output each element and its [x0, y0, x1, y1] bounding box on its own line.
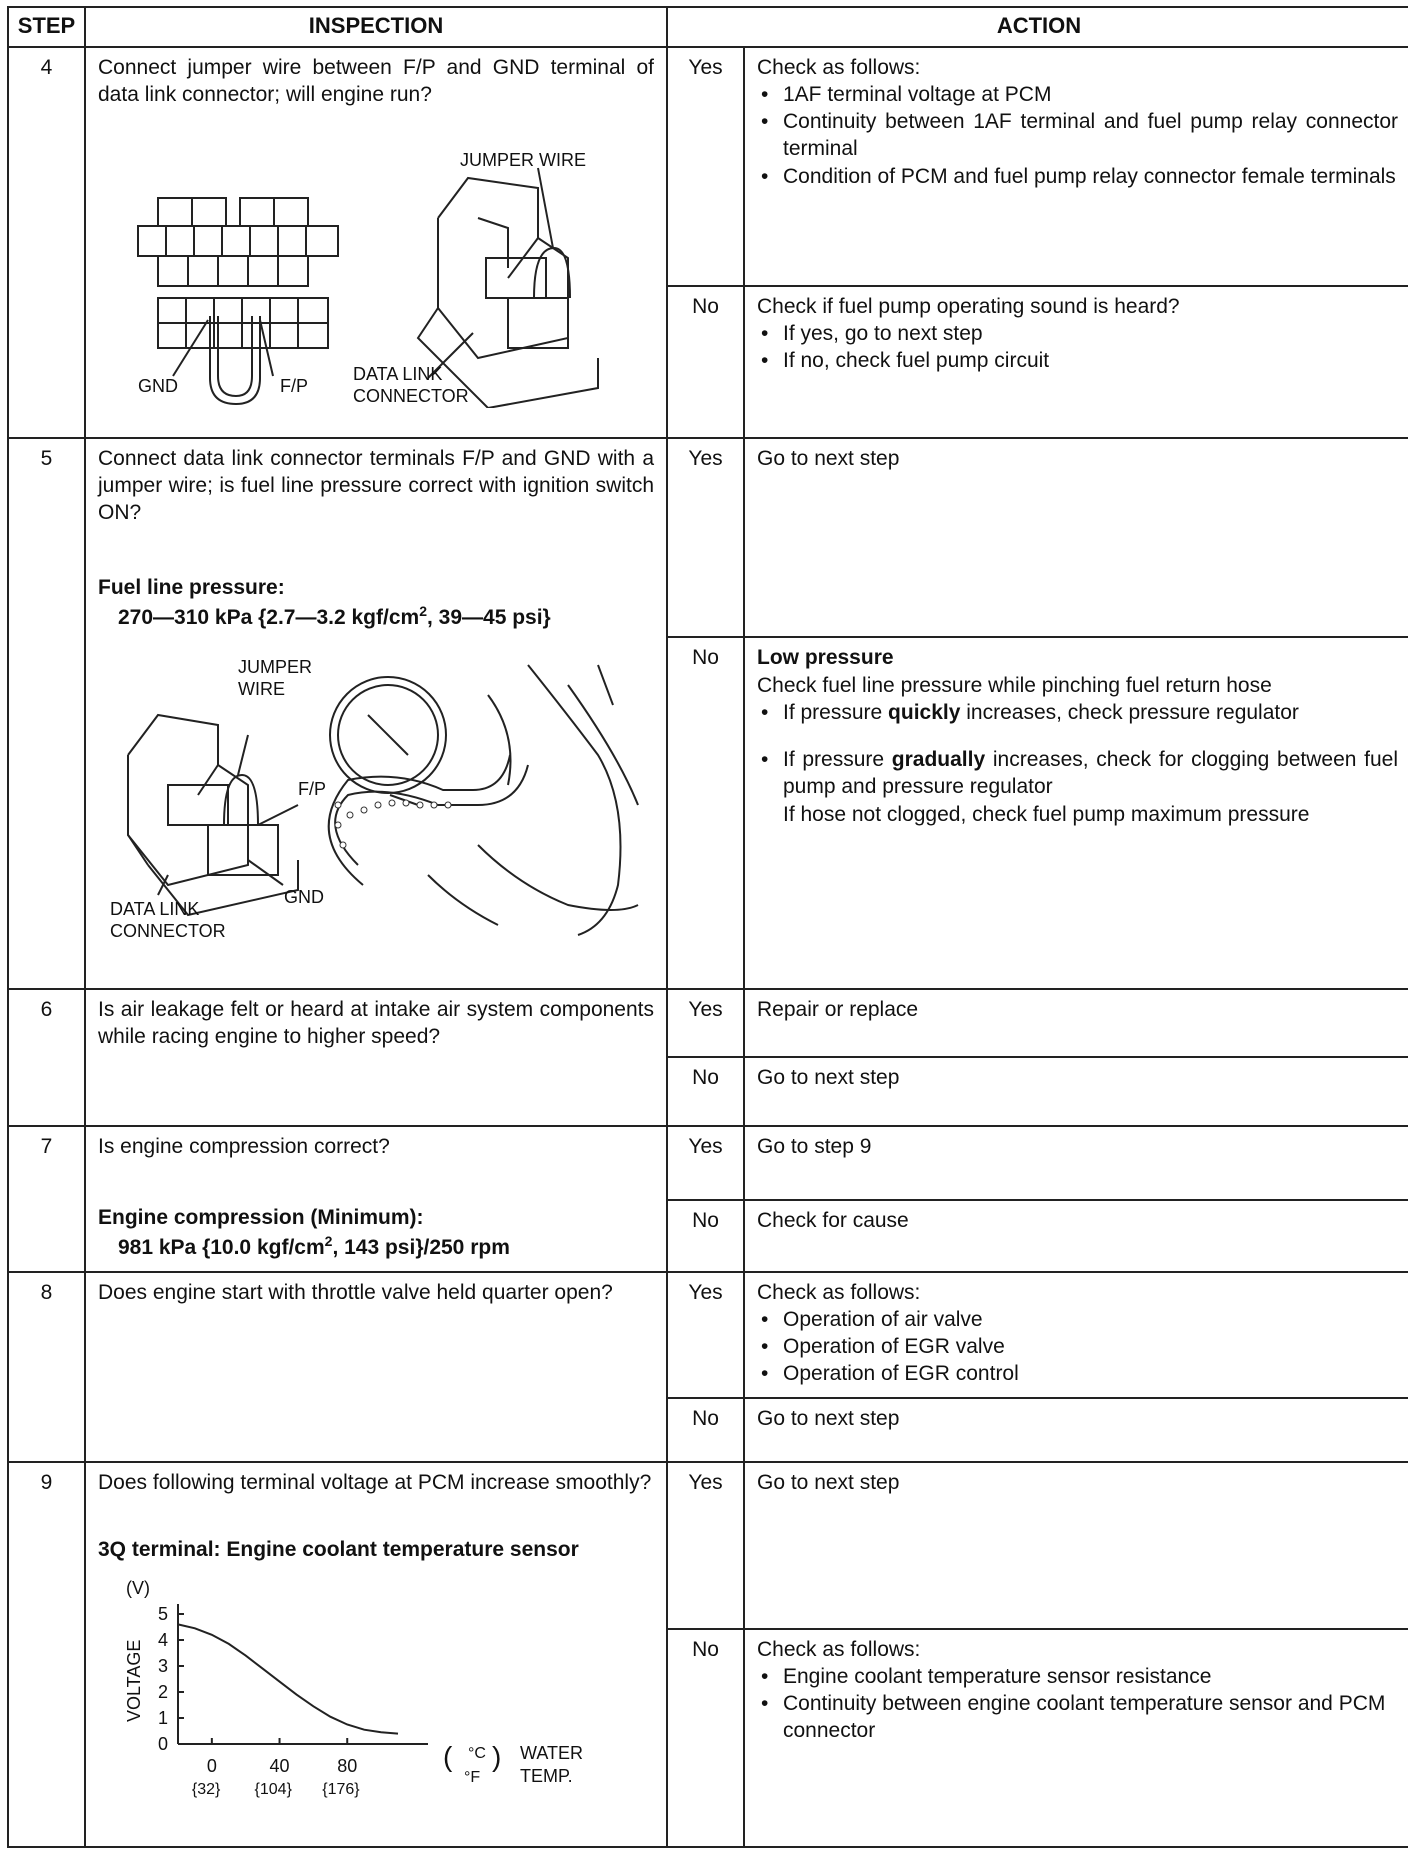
spec-value: 981 kPa {10.0 kgf/$cm^2$, 143 psi}/250 rpm	[118, 1232, 510, 1259]
list-item: • Operation of air valve	[783, 1306, 1398, 1333]
yes-label: Yes	[667, 1126, 744, 1200]
table-row	[8, 989, 1408, 1058]
list-item: • If pressure quickly increases, check pressure regulator	[783, 699, 1398, 726]
action-list	[757, 81, 1398, 190]
step-number: 6	[8, 989, 85, 1126]
unit-celsius: °C	[468, 1744, 486, 1762]
inspection-cell	[85, 438, 667, 989]
inspection-cell	[85, 1126, 667, 1271]
jumper-label-line1: JUMPER	[238, 657, 313, 678]
action-list	[757, 1663, 1398, 1745]
table-row	[8, 1462, 1408, 1628]
question-text: Is engine compression correct?	[98, 1135, 390, 1159]
dlc-label-line1: DATA LINK	[110, 899, 200, 920]
action-intro: Check if fuel pump operating sound is heard?	[757, 294, 1180, 318]
header-row	[8, 7, 1408, 47]
x-axis-label-line2: TEMP.	[520, 1765, 573, 1786]
inspection-cell	[85, 989, 667, 1126]
action-cell: Check for cause	[744, 1200, 1408, 1272]
spec-label: Engine compression (Minimum):	[98, 1206, 424, 1230]
yes-label: Yes	[667, 1462, 744, 1628]
action-cell	[744, 1272, 1408, 1398]
action-list	[757, 320, 1398, 375]
question-text: Connect jumper wire between F/P and GND terminal of data link connector; will engine run?	[98, 55, 654, 106]
yes-label: Yes	[667, 47, 744, 286]
gnd-label: GND	[138, 376, 178, 397]
action-cell: Go to next step	[744, 1057, 1408, 1126]
inspection-cell	[85, 1272, 667, 1463]
y-tick-label: 1	[158, 1707, 169, 1728]
question-text: Is air leakage felt or heard at intake air system components while racing engine to higher speed?	[98, 997, 654, 1049]
unit-fahrenheit: °F	[464, 1768, 481, 1786]
inspection-cell	[85, 1462, 667, 1847]
jumper-wire-label: JUMPER WIRE	[460, 150, 586, 171]
action-cell	[744, 1629, 1408, 1848]
list-item: • Continuity between engine coolant temperature sensor and PCM connector	[783, 1690, 1398, 1745]
question-text: Does engine start with throttle valve held quarter open?	[98, 1280, 613, 1304]
table-row	[8, 438, 1408, 638]
action-intro: Check as follows:	[757, 55, 921, 79]
x-axis-label-line1: WATER	[520, 1742, 583, 1763]
dlc-label-line2: CONNECTOR	[353, 386, 469, 407]
no-label: No	[667, 1057, 744, 1126]
y-tick-label: 5	[158, 1603, 169, 1624]
step-number: 9	[8, 1462, 85, 1847]
action-title: Low pressure	[757, 646, 894, 670]
y-tick-label: 2	[158, 1681, 169, 1702]
step-header: STEP	[8, 7, 85, 47]
fp-label: F/P	[280, 376, 309, 397]
voltage-curve	[178, 1624, 398, 1733]
y-unit-label: (V)	[126, 1577, 150, 1598]
action-intro: Check as follows:	[757, 1280, 921, 1304]
action-cell: Go to step 9	[744, 1126, 1408, 1200]
step-number: 5	[8, 438, 85, 989]
no-label: No	[667, 286, 744, 438]
y-tick-label: 3	[158, 1655, 169, 1676]
list-item: • If pressure gradually increases, check for clogging between fuel pump and pressure regulator If hose not clogged, check fuel pump maximum pressure	[783, 746, 1398, 828]
question-text: Does following terminal voltage at PCM increase smoothly?	[98, 1471, 652, 1495]
question-text: Connect data link connector terminals F/P and GND with a jumper wire; is fuel line pressure correct with ignition switch ON?	[98, 446, 654, 525]
x-tick-label: 80	[337, 1755, 358, 1776]
list-item: • Operation of EGR valve	[783, 1333, 1398, 1360]
step-number: 4	[8, 47, 85, 438]
list-item: • Continuity between 1AF terminal and fuel pump relay connector terminal	[783, 108, 1398, 163]
action-cell	[744, 637, 1408, 989]
action-cell: Go to next step	[744, 438, 1408, 638]
dlc-label-line2: CONNECTOR	[110, 921, 226, 942]
table-row	[8, 47, 1408, 286]
no-label: No	[667, 637, 744, 989]
table-row	[8, 1272, 1408, 1398]
action-cell	[744, 286, 1408, 438]
list-item: • 1AF terminal voltage at PCM	[783, 81, 1398, 108]
spec-value: 270—310 kPa {2.7—3.2 kgf/$cm^2$, 39—45 psi}	[118, 602, 551, 629]
y-tick-label: 4	[158, 1629, 169, 1650]
action-cell	[744, 47, 1408, 286]
paren-close: )	[492, 1740, 502, 1772]
list-item: • Operation of EGR control	[783, 1360, 1398, 1387]
x-tick-sublabel: {176}	[322, 1780, 360, 1798]
x-tick-sublabel: {32}	[191, 1780, 221, 1798]
spec-label: Fuel line pressure:	[98, 576, 285, 600]
gnd-label: GND	[284, 887, 324, 908]
no-label: No	[667, 1200, 744, 1272]
action-intro: Check as follows:	[757, 1637, 921, 1661]
pressure-gauge-figure	[98, 645, 658, 945]
no-label: No	[667, 1398, 744, 1462]
inspection-header: INSPECTION	[85, 7, 667, 47]
yes-label: Yes	[667, 989, 744, 1058]
action-cell: Go to next step	[744, 1398, 1408, 1462]
y-axis-label: VOLTAGE	[124, 1639, 144, 1722]
yes-label: Yes	[667, 438, 744, 638]
list-item: • Condition of PCM and fuel pump relay connector female terminals	[783, 163, 1398, 190]
action-cell: Go to next step	[744, 1462, 1408, 1628]
troubleshooting-table	[7, 6, 1408, 1848]
no-label: No	[667, 1629, 744, 1848]
table-row	[8, 1126, 1408, 1200]
x-tick-sublabel: {104}	[254, 1780, 292, 1798]
dlc-jumper-figure	[98, 108, 658, 408]
paren-open: (	[443, 1740, 453, 1772]
yes-label: Yes	[667, 1272, 744, 1398]
action-intro: Check fuel line pressure while pinching fuel return hose	[757, 673, 1272, 697]
coolant-voltage-chart	[98, 1574, 658, 1799]
step-number: 7	[8, 1126, 85, 1271]
x-tick-label: 0	[206, 1755, 217, 1776]
list-item-note: If hose not clogged, check fuel pump maximum pressure	[783, 802, 1310, 826]
action-list	[757, 1306, 1398, 1388]
dlc-label-line1: DATA LINK	[353, 364, 443, 385]
inspection-cell	[85, 47, 667, 438]
list-item: • Engine coolant temperature sensor resistance	[783, 1663, 1398, 1690]
x-tick-label: 40	[269, 1755, 290, 1776]
action-list	[757, 699, 1398, 828]
jumper-label-line2: WIRE	[238, 679, 285, 700]
action-cell: Repair or replace	[744, 989, 1408, 1058]
spec-label: 3Q terminal: Engine coolant temperature sensor	[98, 1538, 579, 1562]
action-header: ACTION	[667, 7, 1408, 47]
list-item: • If yes, go to next step	[783, 320, 1398, 347]
fp-label: F/P	[298, 779, 327, 800]
list-item: • If no, check fuel pump circuit	[783, 347, 1398, 374]
y-tick-label: 0	[158, 1733, 169, 1754]
step-number: 8	[8, 1272, 85, 1463]
